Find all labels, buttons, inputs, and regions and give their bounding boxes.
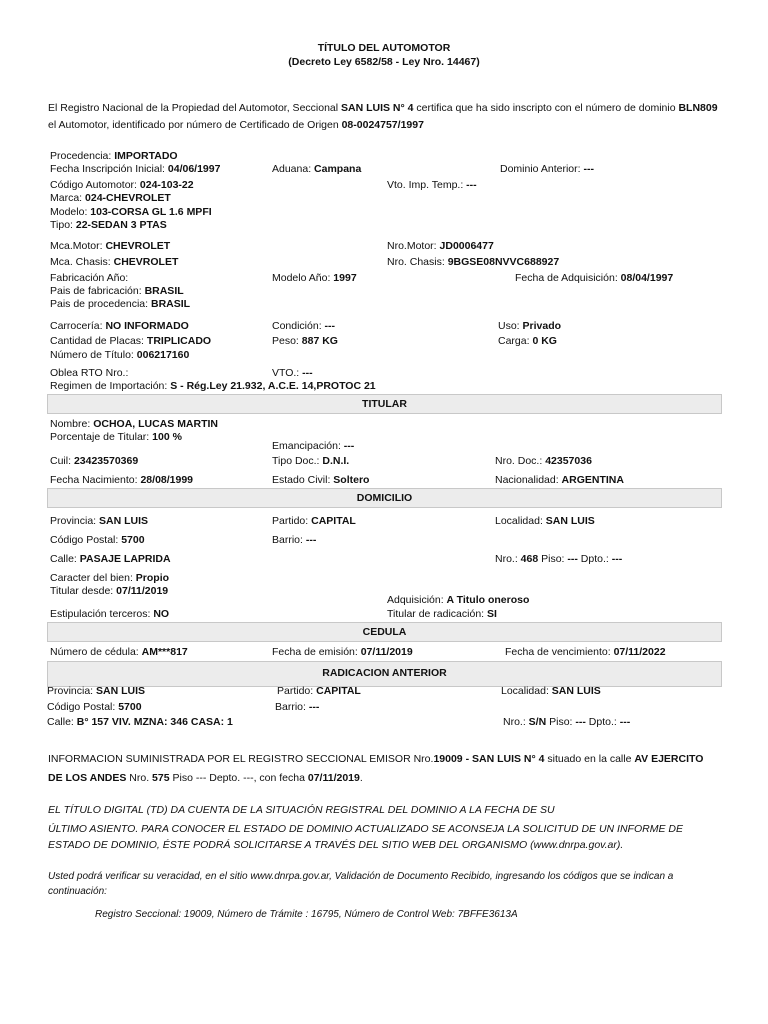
field-provincia: Provincia: SAN LUIS: [50, 515, 149, 527]
field-oblea-rto: Oblea RTO Nro.:: [50, 367, 129, 379]
field-rad-partido: Partido: CAPITAL: [277, 685, 361, 697]
field-condicion: Condición: ---: [272, 320, 336, 332]
field-rad-codigo-postal: Código Postal: 5700: [47, 701, 142, 713]
field-codigo-automotor: Código Automotor: 024-103-22: [50, 179, 194, 191]
field-fecha-emision: Fecha de emisión: 07/11/2019: [272, 646, 413, 658]
field-mca-chasis: Mca. Chasis: CHEVROLET: [50, 256, 179, 268]
field-cuil: Cuil: 23423570369: [50, 455, 139, 467]
field-fecha-nacimiento: Fecha Nacimiento: 28/08/1999: [50, 474, 194, 486]
field-numero-titulo: Número de Título: 006217160: [50, 349, 190, 361]
field-nacionalidad: Nacionalidad: ARGENTINA: [495, 474, 624, 486]
field-modelo: Modelo: 103-CORSA GL 1.6 MPFI: [50, 206, 212, 218]
field-codigo-postal: Código Postal: 5700: [50, 534, 145, 546]
section-cedula-header: CEDULA: [47, 622, 722, 642]
aviso-line-1: EL TÍTULO DIGITAL (TD) DA CUENTA DE LA SITUACIÓN REGISTRAL DEL DOMINIO A LA FECHA DE SU: [48, 804, 555, 816]
aviso-line-2: ÚLTIMO ASIENTO. PARA CONOCER EL ESTADO DE DOMINIO ACTUALIZADO SE ACONSEJA LA SOLICITUD DE UN INFORME DE ESTADO DE DOMINIO, ÉSTE PODRÁ SOLICITARSE A TRAVÉS DEL SITIO WEB DEL ORGANISMO (www.dnrpa.gov.ar).: [48, 823, 683, 851]
field-rad-barrio: Barrio: ---: [275, 701, 320, 713]
field-nro-doc: Nro. Doc.: 42357036: [495, 455, 592, 467]
field-titular-radicacion: Titular de radicación: SI: [387, 608, 497, 620]
field-cantidad-placas: Cantidad de Placas: TRIPLICADO: [50, 335, 212, 347]
field-fecha-vencimiento: Fecha de vencimiento: 07/11/2022: [505, 646, 666, 658]
field-rad-calle: Calle: B° 157 VIV. MZNA: 346 CASA: 1: [47, 716, 233, 728]
field-nombre: Nombre: OCHOA, LUCAS MARTIN: [50, 418, 219, 430]
field-fecha-inscripcion: Fecha Inscripción Inicial: 04/06/1997: [50, 163, 221, 175]
field-nro-piso-dpto: Nro.: 468 Piso: --- Dpto.: ---: [495, 553, 623, 565]
field-vto: VTO.: ---: [272, 367, 313, 379]
field-rad-nro-piso-dpto: Nro.: S/N Piso: --- Dpto.: ---: [503, 716, 631, 728]
document-subtitle: (Decreto Ley 6582/58 - Ley Nro. 14467): [288, 56, 480, 68]
field-barrio: Barrio: ---: [272, 534, 317, 546]
section-domicilio-header: DOMICILIO: [47, 488, 722, 508]
field-pais-fabricacion: Pais de fabricación: BRASIL: [50, 285, 184, 297]
field-fabricacion-anio: Fabricación Año:: [50, 272, 129, 284]
field-rad-provincia: Provincia: SAN LUIS: [47, 685, 146, 697]
field-tipo: Tipo: 22-SEDAN 3 PTAS: [50, 219, 167, 231]
field-partido: Partido: CAPITAL: [272, 515, 356, 527]
field-pais-procedencia: Pais de procedencia: BRASIL: [50, 298, 191, 310]
field-marca: Marca: 024-CHEVROLET: [50, 192, 171, 204]
field-tipo-doc: Tipo Doc.: D.N.I.: [272, 455, 350, 467]
field-numero-cedula: Número de cédula: AM***817: [50, 646, 188, 658]
field-nro-motor: Nro.Motor: JD0006477: [387, 240, 494, 252]
field-peso: Peso: 887 KG: [272, 335, 338, 347]
intro-paragraph: El Registro Nacional de la Propiedad del Automotor, Seccional SAN LUIS N° 4 certifica que ha sido inscripto con el número de dominio BLN809 el Automotor, identificado por número de Certificado de Origen 08-0024757/1997: [48, 102, 718, 131]
field-modelo-anio: Modelo Año: 1997: [272, 272, 357, 284]
field-carroceria: Carrocería: NO INFORMADO: [50, 320, 189, 332]
field-mca-motor: Mca.Motor: CHEVROLET: [50, 240, 171, 252]
verificacion-text: Usted podrá verificar su veracidad, en el sitio www.dnrpa.gov.ar, Validación de Documento Recibido, ingresando los códigos que se indican a continuación:: [48, 871, 674, 897]
field-caracter-bien: Caracter del bien: Propio: [50, 572, 170, 584]
field-estipulacion-terceros: Estipulación terceros: NO: [50, 608, 170, 620]
field-regimen-importacion: Regimen de Importación: S - Rég.Ley 21.932, A.C.E. 14,PROTOC 21: [50, 380, 376, 392]
field-vto-imp: Vto. Imp. Temp.: ---: [387, 179, 477, 191]
field-rad-localidad: Localidad: SAN LUIS: [501, 685, 601, 697]
field-fecha-adquisicion: Fecha de Adquisición: 08/04/1997: [515, 272, 674, 284]
field-estado-civil: Estado Civil: Soltero: [272, 474, 370, 486]
field-localidad: Localidad: SAN LUIS: [495, 515, 595, 527]
informacion-paragraph: INFORMACION SUMINISTRADA POR EL REGISTRO SECCIONAL EMISOR Nro.19009 - SAN LUIS N° 4 situado en la calle AV EJERCITO DE LOS ANDES Nro. 575 Piso --- Depto. ---, con fecha 07/11/2019.: [48, 753, 704, 784]
field-carga: Carga: 0 KG: [498, 335, 557, 347]
field-nro-chasis: Nro. Chasis: 9BGSE08NVVC688927: [387, 256, 560, 268]
field-dominio-anterior: Dominio Anterior: ---: [500, 163, 594, 175]
section-radicacion-header: RADICACION ANTERIOR: [47, 661, 722, 687]
field-calle: Calle: PASAJE LAPRIDA: [50, 553, 171, 565]
field-aduana: Aduana: Campana: [272, 163, 362, 175]
field-adquisicion: Adquisición: A Titulo oneroso: [387, 594, 530, 606]
field-procedencia: Procedencia: IMPORTADO: [50, 150, 178, 162]
verificacion-codigos: Registro Seccional: 19009, Número de Trámite : 16795, Número de Control Web: 7BFFE3613A: [95, 909, 518, 920]
field-emancipacion: Emancipación: ---: [272, 440, 355, 452]
field-porcentaje-titular: Porcentaje de Titular: 100 %: [50, 431, 182, 443]
document-title: TÍTULO DEL AUTOMOTOR: [317, 42, 451, 54]
section-titular-header: TITULAR: [47, 394, 722, 414]
field-titular-desde: Titular desde: 07/11/2019: [50, 585, 169, 597]
field-uso: Uso: Privado: [498, 320, 562, 332]
